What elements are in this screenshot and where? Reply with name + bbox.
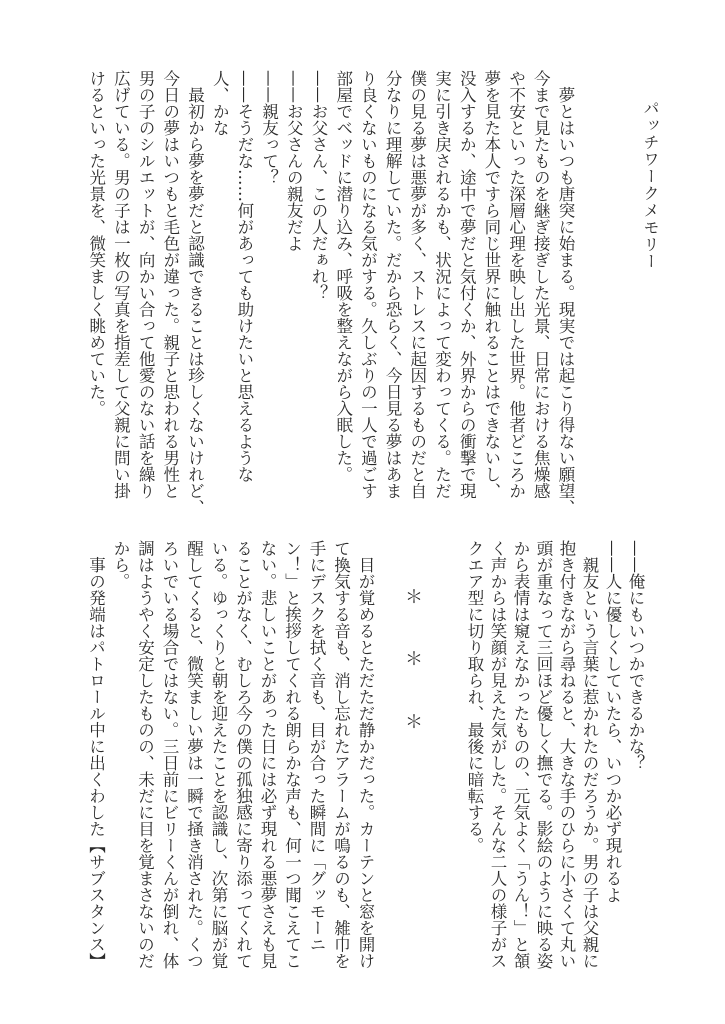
scene-break-asterisk: ＊ (405, 712, 423, 733)
scene-break-asterisk: ＊ (405, 649, 423, 670)
text-column: 醒してくると、微笑ましい夢は一瞬で掻き消された。くつ (184, 540, 204, 969)
text-column: ることがなく、むしろ今の僕の孤独感に寄り添ってくれて (233, 540, 253, 969)
text-column: ——人に優しくしていたら、いつか必ず現れるよ (603, 540, 622, 903)
text-column: て換気する音も、消し忘れたアラームが鳴るのも、雑巾を (331, 540, 351, 969)
text-column: 分なりに理解していた。だから恐らく、今日見る夢はあま (383, 70, 403, 499)
text-column: いる。ゆっくりと朝を迎えたことを認識し、次第に脳が覚 (209, 540, 228, 969)
text-column: ない。悲しいことがあった日には必ず現れる悪夢さえも見 (258, 540, 277, 969)
text-column: 夢を見た本人ですら同じ世界に触れることはできないし、 (481, 70, 501, 499)
text-column: ン！」と挨拶してくれる朗らかな声も、何一つ聞こえてこ (282, 540, 302, 969)
text-column: 夢とはいつも唐突に始まる。現実では起こり得ない願望、 (556, 70, 575, 516)
text-column: 親友という言葉に惹かれたのだろうか。男の子は父親に (580, 540, 599, 969)
text-column: 男の子のシルエットが、向かい合って他愛のない話を繰り (136, 70, 156, 499)
text-column: 人、かな (210, 70, 230, 136)
text-column: 広げている。男の子は一枚の写真を指差して父親に問い掛 (111, 70, 131, 499)
text-column: ——俺にもいつかできるかな？ (626, 540, 645, 771)
text-column: く声からは笑顔が見えた気がした。そんな二人の様子がス (488, 540, 507, 969)
text-column: 事の発端はパトロール中に出くわした【サブスタンス】 (86, 540, 106, 969)
text-column: 手にデスクを拭く音も、目が合った瞬間に「グッモーニ (307, 540, 326, 953)
text-column: 部屋でベッドに潜り込み、呼吸を整えながら入眠した。 (333, 70, 353, 483)
text-column: ——親友って？ (259, 70, 279, 186)
text-column: ——お父さん、この人だぁれ？ (309, 70, 328, 301)
text-column: から表情は窺えなかったものの、元気よく「うん！」と頷 (511, 540, 530, 969)
text-column: 実に引き戻されるかも、状況によって変わってくる。ただ (432, 70, 452, 499)
text-column: ろいでいる場合ではない。三日前にビリーくんが倒れ、体 (160, 540, 179, 969)
text-column: から。 (111, 540, 130, 590)
story-title: パッチワークメモリー (641, 100, 660, 270)
text-column: 今日の夢はいつもと毛色が違った。親子と思われる男性と (160, 70, 180, 499)
text-column: ——そうだな……何があっても助けたいと思えるような (234, 70, 254, 483)
text-column: 最初から夢を夢だと認識できることは珍しくないけれど、 (185, 70, 205, 516)
text-column: 抱き付きながら尋ねると、大きな手のひらに小さくて丸い (557, 540, 576, 969)
text-column: けるといった光景を、微笑ましく眺めていた。 (86, 70, 106, 417)
text-column: クエア型に切り取られ、最後に暗転する。 (465, 540, 484, 854)
text-column: 今まで見たものを継ぎ接ぎした光景、日常における焦燥感 (531, 70, 551, 499)
text-column: 調はようやく安定したものの、未だに目を覚まさないのだ (135, 540, 155, 969)
text-column: 目が覚めるとただただ静かだった。カーテンと窓を開け (356, 540, 375, 969)
text-column: 頭が重なって三回ほど優しく撫でる。影絵のように映る姿 (534, 540, 553, 969)
text-column: や不安といった深層心理を映し出した世界。他者どころか (506, 70, 526, 499)
text-column: 没入するか、途中で夢だと気付くか、外界からの衝撃で現 (457, 70, 477, 499)
text-column: 僕の見る夢は悪夢が多く、ストレスに起因するものだと自 (407, 70, 427, 499)
text-column: ——お父さんの親友だよ (284, 70, 304, 252)
text-column: り良くないものになる気がする。久しぶりの一人で過ごす (358, 70, 378, 499)
scene-break-asterisk: ＊ (405, 587, 423, 608)
